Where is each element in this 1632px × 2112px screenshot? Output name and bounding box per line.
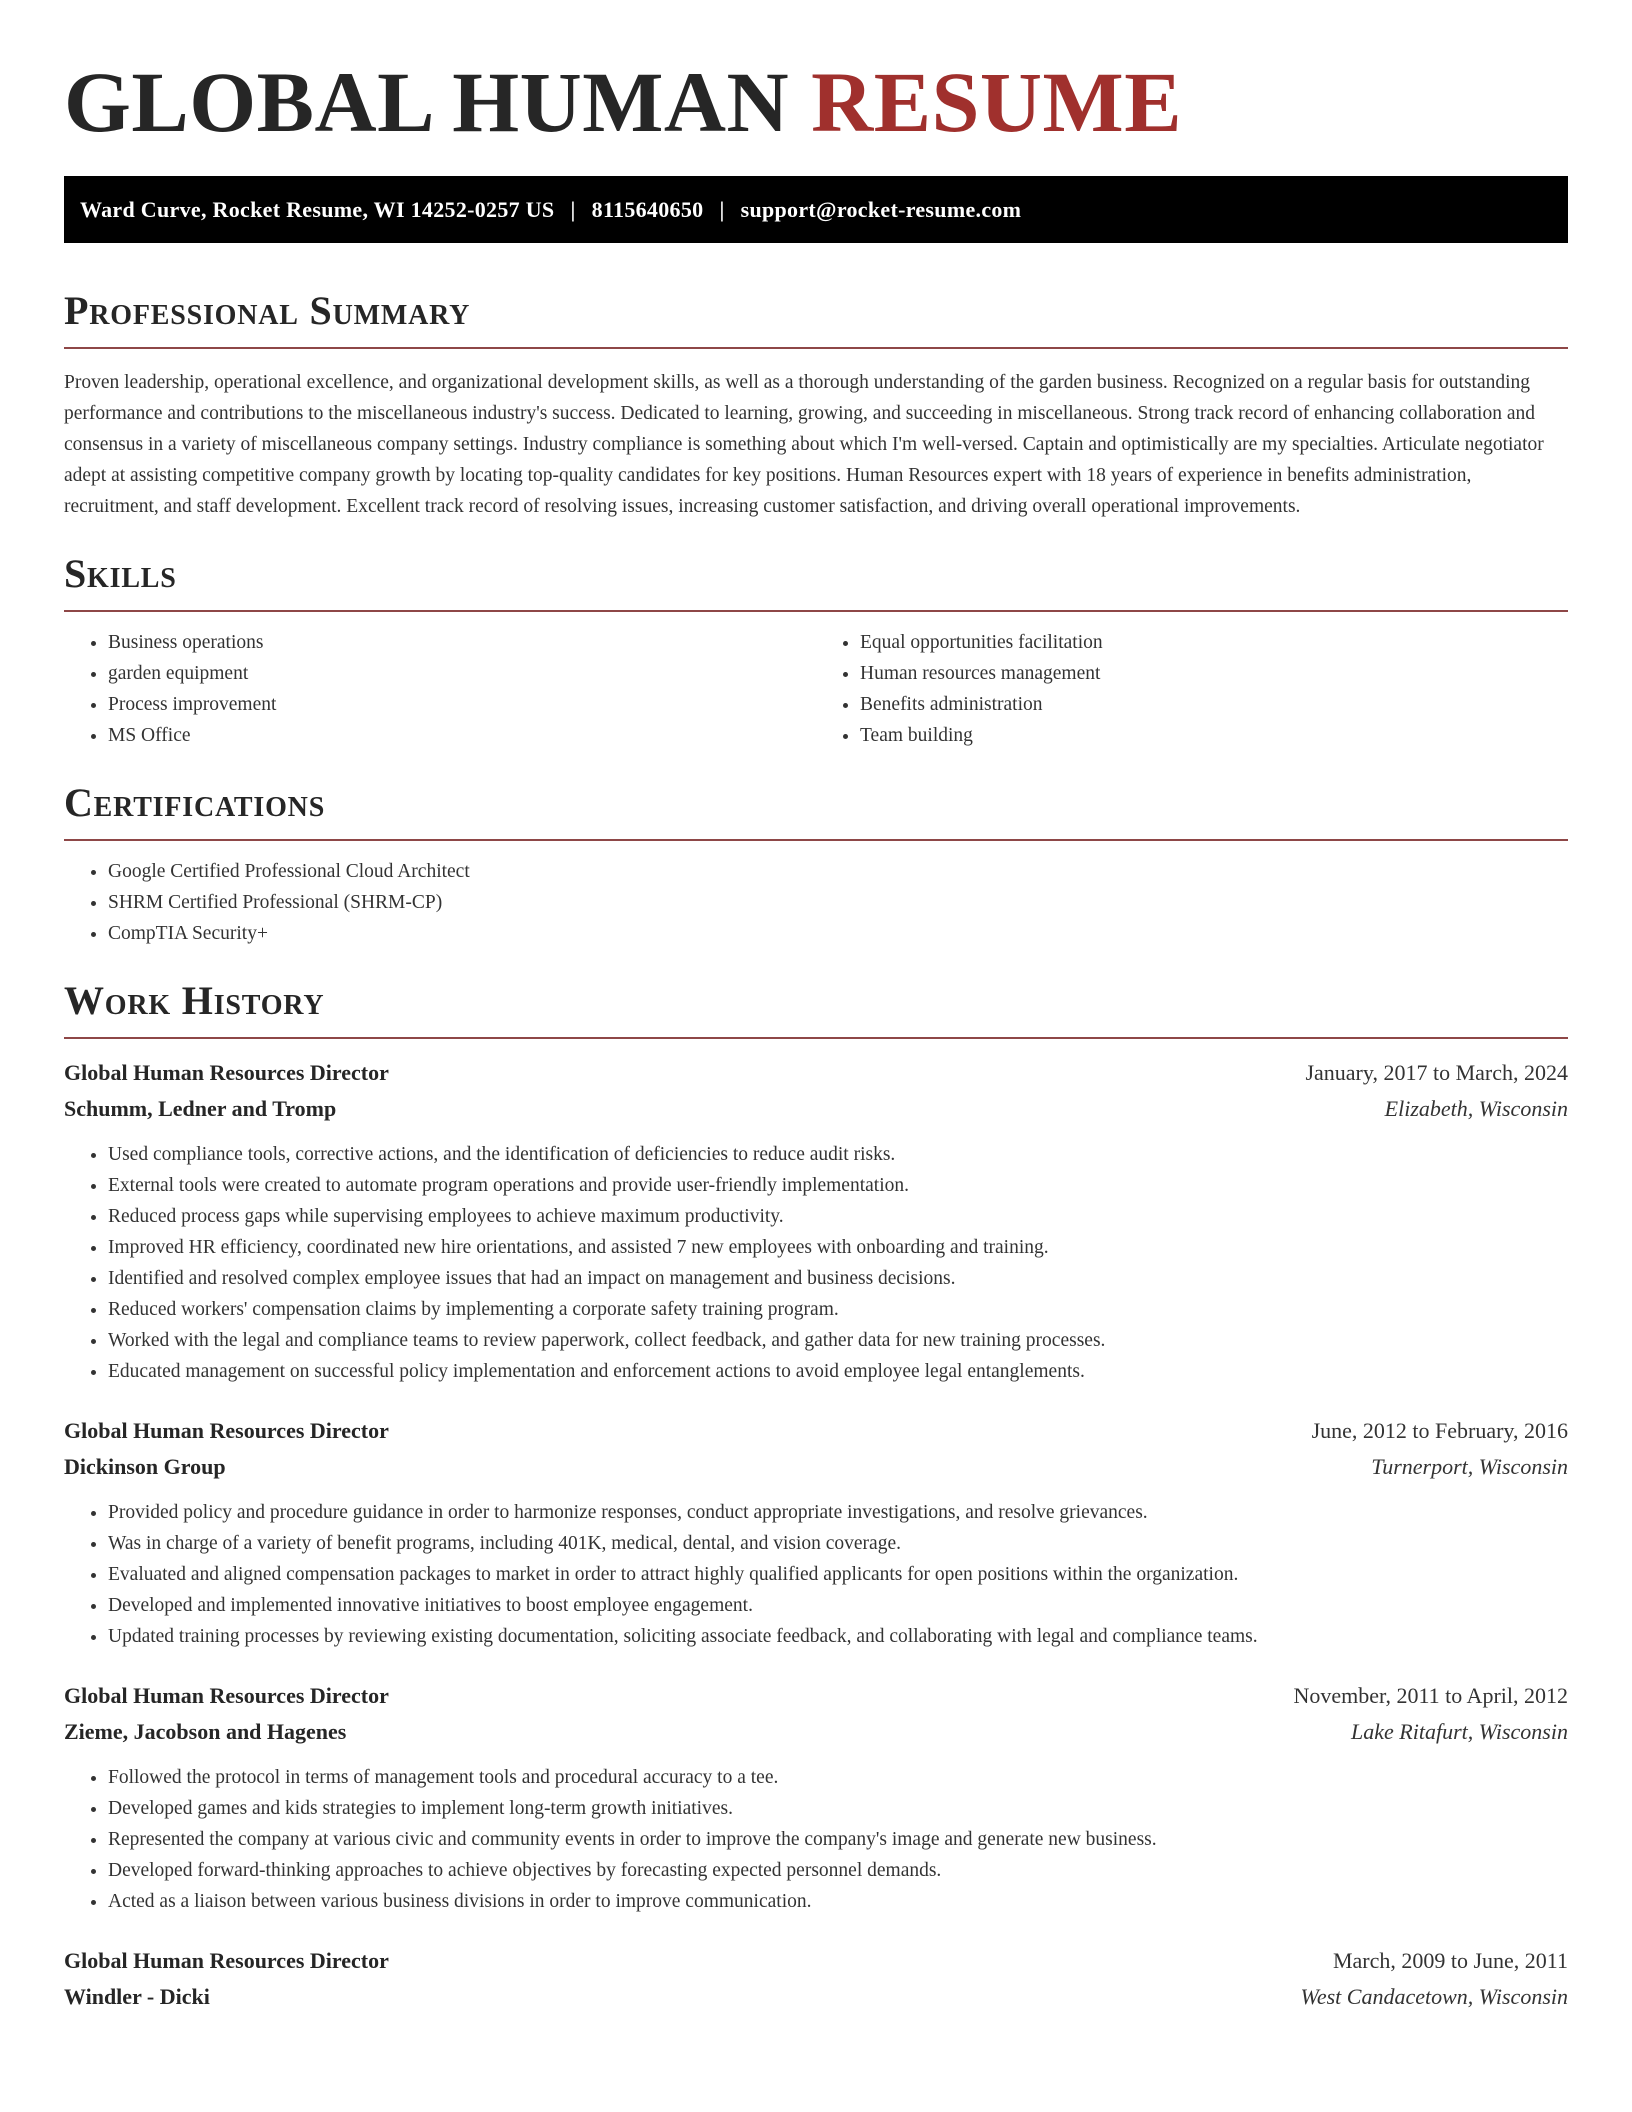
job-company: Schumm, Ledner and Tromp — [64, 1096, 337, 1121]
skill-item: • Equal opportunities facilitation — [860, 627, 1568, 658]
job-location: Turnerport, Wisconsin — [1371, 1454, 1568, 1479]
job-duties-list — [64, 1497, 1568, 1652]
job-header-row — [64, 1678, 1568, 1714]
certifications-heading: Certifications — [64, 779, 1568, 841]
skills-heading: Skills — [64, 550, 1568, 612]
job-duty: • Developed games and kids strategies to implement long-term growth initiatives. — [108, 1793, 1568, 1824]
certifications-section — [64, 779, 1568, 949]
job-duty: • Was in charge of a variety of benefit programs, including 401K, medical, dental, and vision coverage. — [108, 1528, 1568, 1559]
job-duty: • Used compliance tools, corrective actions, and the identification of deficiencies to reduce audit risks. — [108, 1139, 1568, 1170]
job-company-row — [64, 1449, 1568, 1485]
job-duty: • External tools were created to automate program operations and provide user-friendly implementation. — [108, 1170, 1568, 1201]
name-accent: RESUME — [811, 54, 1183, 150]
job-duty: • Worked with the legal and compliance teams to review paperwork, collect feedback, and gather data for new training processes. — [108, 1325, 1568, 1356]
job-company-row — [64, 1714, 1568, 1750]
job-duty: • Reduced process gaps while supervising employees to achieve maximum productivity. — [108, 1201, 1568, 1232]
job-title: Global Human Resources Director — [64, 1948, 389, 1973]
job-duty: • Improved HR efficiency, coordinated new hire orientations, and assisted 7 new employees with onboarding and training. — [108, 1232, 1568, 1263]
job-header-row — [64, 1943, 1568, 1979]
skill-item: • garden equipment — [108, 658, 816, 689]
job-company: Dickinson Group — [64, 1454, 226, 1479]
contact-bar — [64, 176, 1568, 243]
job-dates: March, 2009 to June, 2011 — [1332, 1948, 1568, 1973]
work-history-section — [64, 977, 1568, 2015]
work-history-heading: Work History — [64, 977, 1568, 1039]
job-duties-list — [64, 1762, 1568, 1917]
skill-item: • Team building — [860, 720, 1568, 751]
job-title: Global Human Resources Director — [64, 1683, 389, 1708]
skill-item: • MS Office — [108, 720, 816, 751]
job-entry — [64, 1678, 1568, 1917]
job-dates: November, 2011 to April, 2012 — [1293, 1683, 1568, 1708]
job-header-row — [64, 1055, 1568, 1091]
job-location: Elizabeth, Wisconsin — [1384, 1096, 1568, 1121]
job-duty: • Evaluated and aligned compensation packages to market in order to attract highly qualified applicants for open positions within the organization. — [108, 1559, 1568, 1590]
skill-item: • Process improvement — [108, 689, 816, 720]
job-entry — [64, 1055, 1568, 1387]
job-duty: • Identified and resolved complex employee issues that had an impact on management and business decisions. — [108, 1263, 1568, 1294]
job-company-row — [64, 1091, 1568, 1127]
job-duty: • Followed the protocol in terms of management tools and procedural accuracy to a tee. — [108, 1762, 1568, 1793]
job-duty: • Developed forward-thinking approaches to achieve objectives by forecasting expected personnel demands. — [108, 1855, 1568, 1886]
job-title: Global Human Resources Director — [64, 1418, 389, 1443]
job-location: Lake Ritafurt, Wisconsin — [1351, 1719, 1568, 1744]
contact-separator: | — [570, 196, 576, 222]
job-duty: • Provided policy and procedure guidance in order to harmonize responses, conduct appropriate investigations, and resolve grievances. — [108, 1497, 1568, 1528]
job-duty: • Educated management on successful policy implementation and enforcement actions to avoid employee legal entanglements. — [108, 1356, 1568, 1387]
job-duty: • Developed and implemented innovative initiatives to boost employee engagement. — [108, 1590, 1568, 1621]
skill-item: • Human resources management — [860, 658, 1568, 689]
skills-list-right — [816, 627, 1568, 751]
job-dates: January, 2017 to March, 2024 — [1305, 1060, 1568, 1085]
skills-list-left — [64, 627, 816, 751]
skills-grid — [64, 627, 1568, 751]
skill-item: • Business operations — [108, 627, 816, 658]
job-title: Global Human Resources Director — [64, 1060, 389, 1085]
job-entry — [64, 1943, 1568, 2015]
job-location: West Candacetown, Wisconsin — [1300, 1984, 1568, 2009]
job-duty: • Represented the company at various civic and community events in order to improve the company's image and generate new business. — [108, 1824, 1568, 1855]
job-duty: • Updated training processes by reviewing existing documentation, soliciting associate feedback, and collaborating with legal and compliance teams. — [108, 1621, 1568, 1652]
name-primary: GLOBAL HUMAN — [64, 54, 790, 150]
job-duties-list — [64, 1139, 1568, 1387]
contact-address: Ward Curve, Rocket Resume, WI 14252-0257 US — [80, 196, 555, 222]
job-company: Windler - Dicki — [64, 1984, 210, 2009]
job-entry — [64, 1413, 1568, 1652]
job-duty: • Acted as a liaison between various business divisions in order to improve communication. — [108, 1886, 1568, 1917]
certification-item: • SHRM Certified Professional (SHRM-CP) — [108, 887, 1568, 918]
job-company: Zieme, Jacobson and Hagenes — [64, 1719, 347, 1744]
skills-section — [64, 550, 1568, 751]
job-dates: June, 2012 to February, 2016 — [1311, 1418, 1568, 1443]
summary-text: Proven leadership, operational excellence, and organizational development skills, as well as a thorough understanding of the garden business. Recognized on a regular basis for outstanding performance and contributions to the miscellaneous industry's success. Dedicated to learning, growing, and succeeding in miscellaneous. Strong track record of enhancing collaboration and consensus in a variety of miscellaneous company settings. Industry compliance is something about which I'm well-versed. Captain and optimistically are my specialties. Articulate negotiator adept at assisting competitive company growth by locating top-quality candidates for key positions. Human Resources expert with 18 years of experience in benefits administration, recruitment, and staff development. Excellent track record of resolving issues, increasing customer satisfaction, and driving overall operational improvements. — [64, 372, 1544, 517]
contact-separator: | — [719, 196, 725, 222]
job-company-row — [64, 1979, 1568, 2015]
contact-email: support@rocket-resume.com — [740, 196, 1022, 222]
contact-phone: 8115640650 — [591, 196, 704, 222]
certification-item: • Google Certified Professional Cloud Architect — [108, 856, 1568, 887]
certifications-list — [64, 856, 1568, 949]
summary-section — [64, 287, 1568, 522]
job-duty: • Reduced workers' compensation claims by implementing a corporate safety training program. — [108, 1294, 1568, 1325]
skill-item: • Benefits administration — [860, 689, 1568, 720]
summary-heading: Professional Summary — [64, 287, 1568, 349]
certification-item: • CompTIA Security+ — [108, 918, 1568, 949]
resume-name — [64, 52, 1568, 152]
job-header-row — [64, 1413, 1568, 1449]
